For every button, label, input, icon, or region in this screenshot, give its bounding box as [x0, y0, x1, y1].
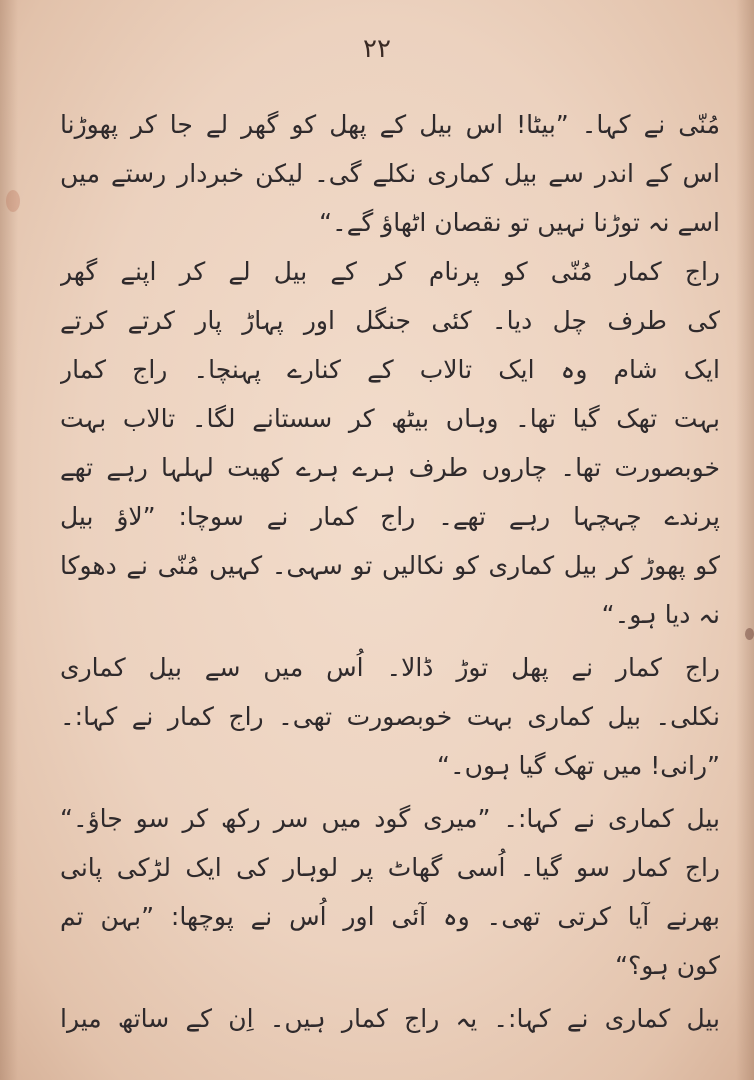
text-line: بیل کماری نے کہا:۔ ”میری گود میں سر رکھ کر سو جاؤ۔“	[60, 804, 720, 833]
text-line: مُنّی نے کہا۔ ”بیٹا! اس بیل کے پھل کو گھر لے جا کر پھوڑنا	[60, 110, 720, 139]
page-number: ۲۲	[363, 34, 391, 64]
paper-stain	[6, 190, 20, 212]
body-text	[60, 100, 720, 1043]
text-line: بھرنے آیا کرتی تھی۔ وہ آئی اور اُس نے پوچھا: ”بہن تم	[60, 902, 720, 931]
text-line: ”رانی! میں تھک گیا ہوں۔“	[437, 751, 720, 780]
text-line: اس کے اندر سے بیل کماری نکلے گی۔ لیکن خبردار رستے میں	[60, 159, 720, 188]
text-line: بیل کماری نے کہا:۔ یہ راج کمار ہیں۔ اِن کے ساتھ میرا	[60, 1004, 720, 1033]
text-line: راج کمار مُنّی کو پرنام کر کے بیل لے کر اپنے گھر	[60, 257, 720, 286]
text-line: ایک شام وہ ایک تالاب کے کنارے پہنچا۔ راج کمار	[60, 355, 720, 384]
page-edge-shadow-right	[736, 0, 754, 1080]
text-line: کون ہو؟“	[615, 951, 720, 980]
text-line: کی طرف چل دیا۔ کئی جنگل اور پہاڑ پار کرتے کرتے	[60, 306, 720, 335]
text-line: نکلی۔ بیل کماری بہت خوبصورت تھی۔ راج کمار نے کہا:۔	[60, 702, 720, 731]
text-line: اسے نہ توڑنا نہیں تو نقصان اٹھاؤ گے۔“	[319, 208, 720, 237]
text-line: کو پھوڑ کر بیل کماری کو نکالیں تو سہی۔ کہیں مُنّی نے دھوکا	[60, 551, 720, 580]
text-line: پرندے چہچہا رہے تھے۔ راج کمار نے سوچا: ”لاؤ بیل	[60, 502, 720, 531]
page-edge-shadow-left	[0, 0, 18, 1080]
text-line: خوبصورت تھا۔ چاروں طرف ہرے ہرے کھیت لہلہا رہے تھے	[60, 453, 720, 482]
paper-stain	[745, 628, 754, 640]
text-line: بہت تھک گیا تھا۔ وہاں بیٹھ کر سستانے لگا۔ تالاب بہت	[60, 404, 720, 433]
text-line: راج کمار نے پھل توڑ ڈالا۔ اُس میں سے بیل کماری	[60, 653, 720, 682]
text-line: راج کمار سو گیا۔ اُسی گھاٹ پر لوہار کی ایک لڑکی پانی	[60, 853, 720, 882]
text-line: نہ دیا ہو۔“	[601, 600, 720, 629]
